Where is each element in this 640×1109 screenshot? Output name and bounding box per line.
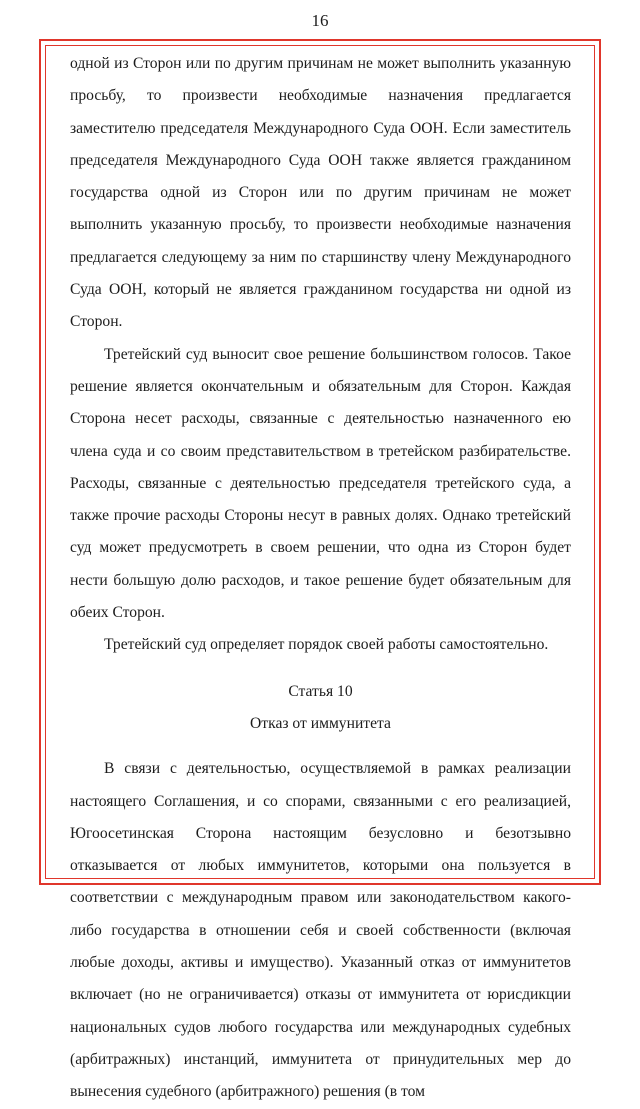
paragraph-procedure: Третейский суд определяет порядок своей работы самостоятельно.	[104, 636, 549, 654]
article-number: Статья 10	[288, 682, 353, 700]
paragraph-decision: Третейский суд выносит свое решение большинством голосов. Такое решение является окончательным и обязательным для Сторон. Каждая Сторона несет расходы, связанные с деятельностью назначенного ею члена суда и со своим представительством в третейском разбирательстве. Расходы, связанные с деятельностью председателя третейского суда, а также прочие расходы Стороны несут в равных долях. Однако третейский суд может предусмотреть в своем решении, что одна из Сторон будет нести большую долю расходов, и такое решение будет обязательным для обеих Сторон.	[70, 345, 571, 622]
paragraph-immunity: В связи с деятельностью, осуществляемой в рамках реализации настоящего Соглашения, и со спорами, связанными с его реализацией, Югоосетинская Сторона настоящим безусловно и безотзывно отказывается от любых иммунитетов, которыми она пользуется в соответствии с международным правом или законодательством какого-либо государства в отношении себя и своей собственности (включая любые доходы, активы и имущество). Указанный отказ от иммунитетов включает (но не ограничивается) отказы от иммунитета от юрисдикции национальных судов любого государства или международных судебных (арбитражных) инстанций, иммунитета от принудительных мер до вынесения судебного (арбитражного) решения (в том	[70, 760, 571, 1101]
article-title: Отказ от иммунитета	[250, 714, 391, 732]
page-number: 16	[311, 11, 329, 30]
document-body	[70, 48, 571, 1109]
paragraph-continuation: одной из Сторон или по другим причинам не может выполнить указанную просьбу, то произвести необходимые назначения предлагается заместителю председателя Международного Суда ООН. Если заместитель председателя Международного Суда ООН также является гражданином государства одной из Сторон или по другим причинам не может выполнить указанную просьбу, то произвести необходимые назначения предлагается следующему за ним по старшинству члену Международного Суда ООН, который не является гражданином государства ни одной из Сторон.	[70, 55, 571, 331]
